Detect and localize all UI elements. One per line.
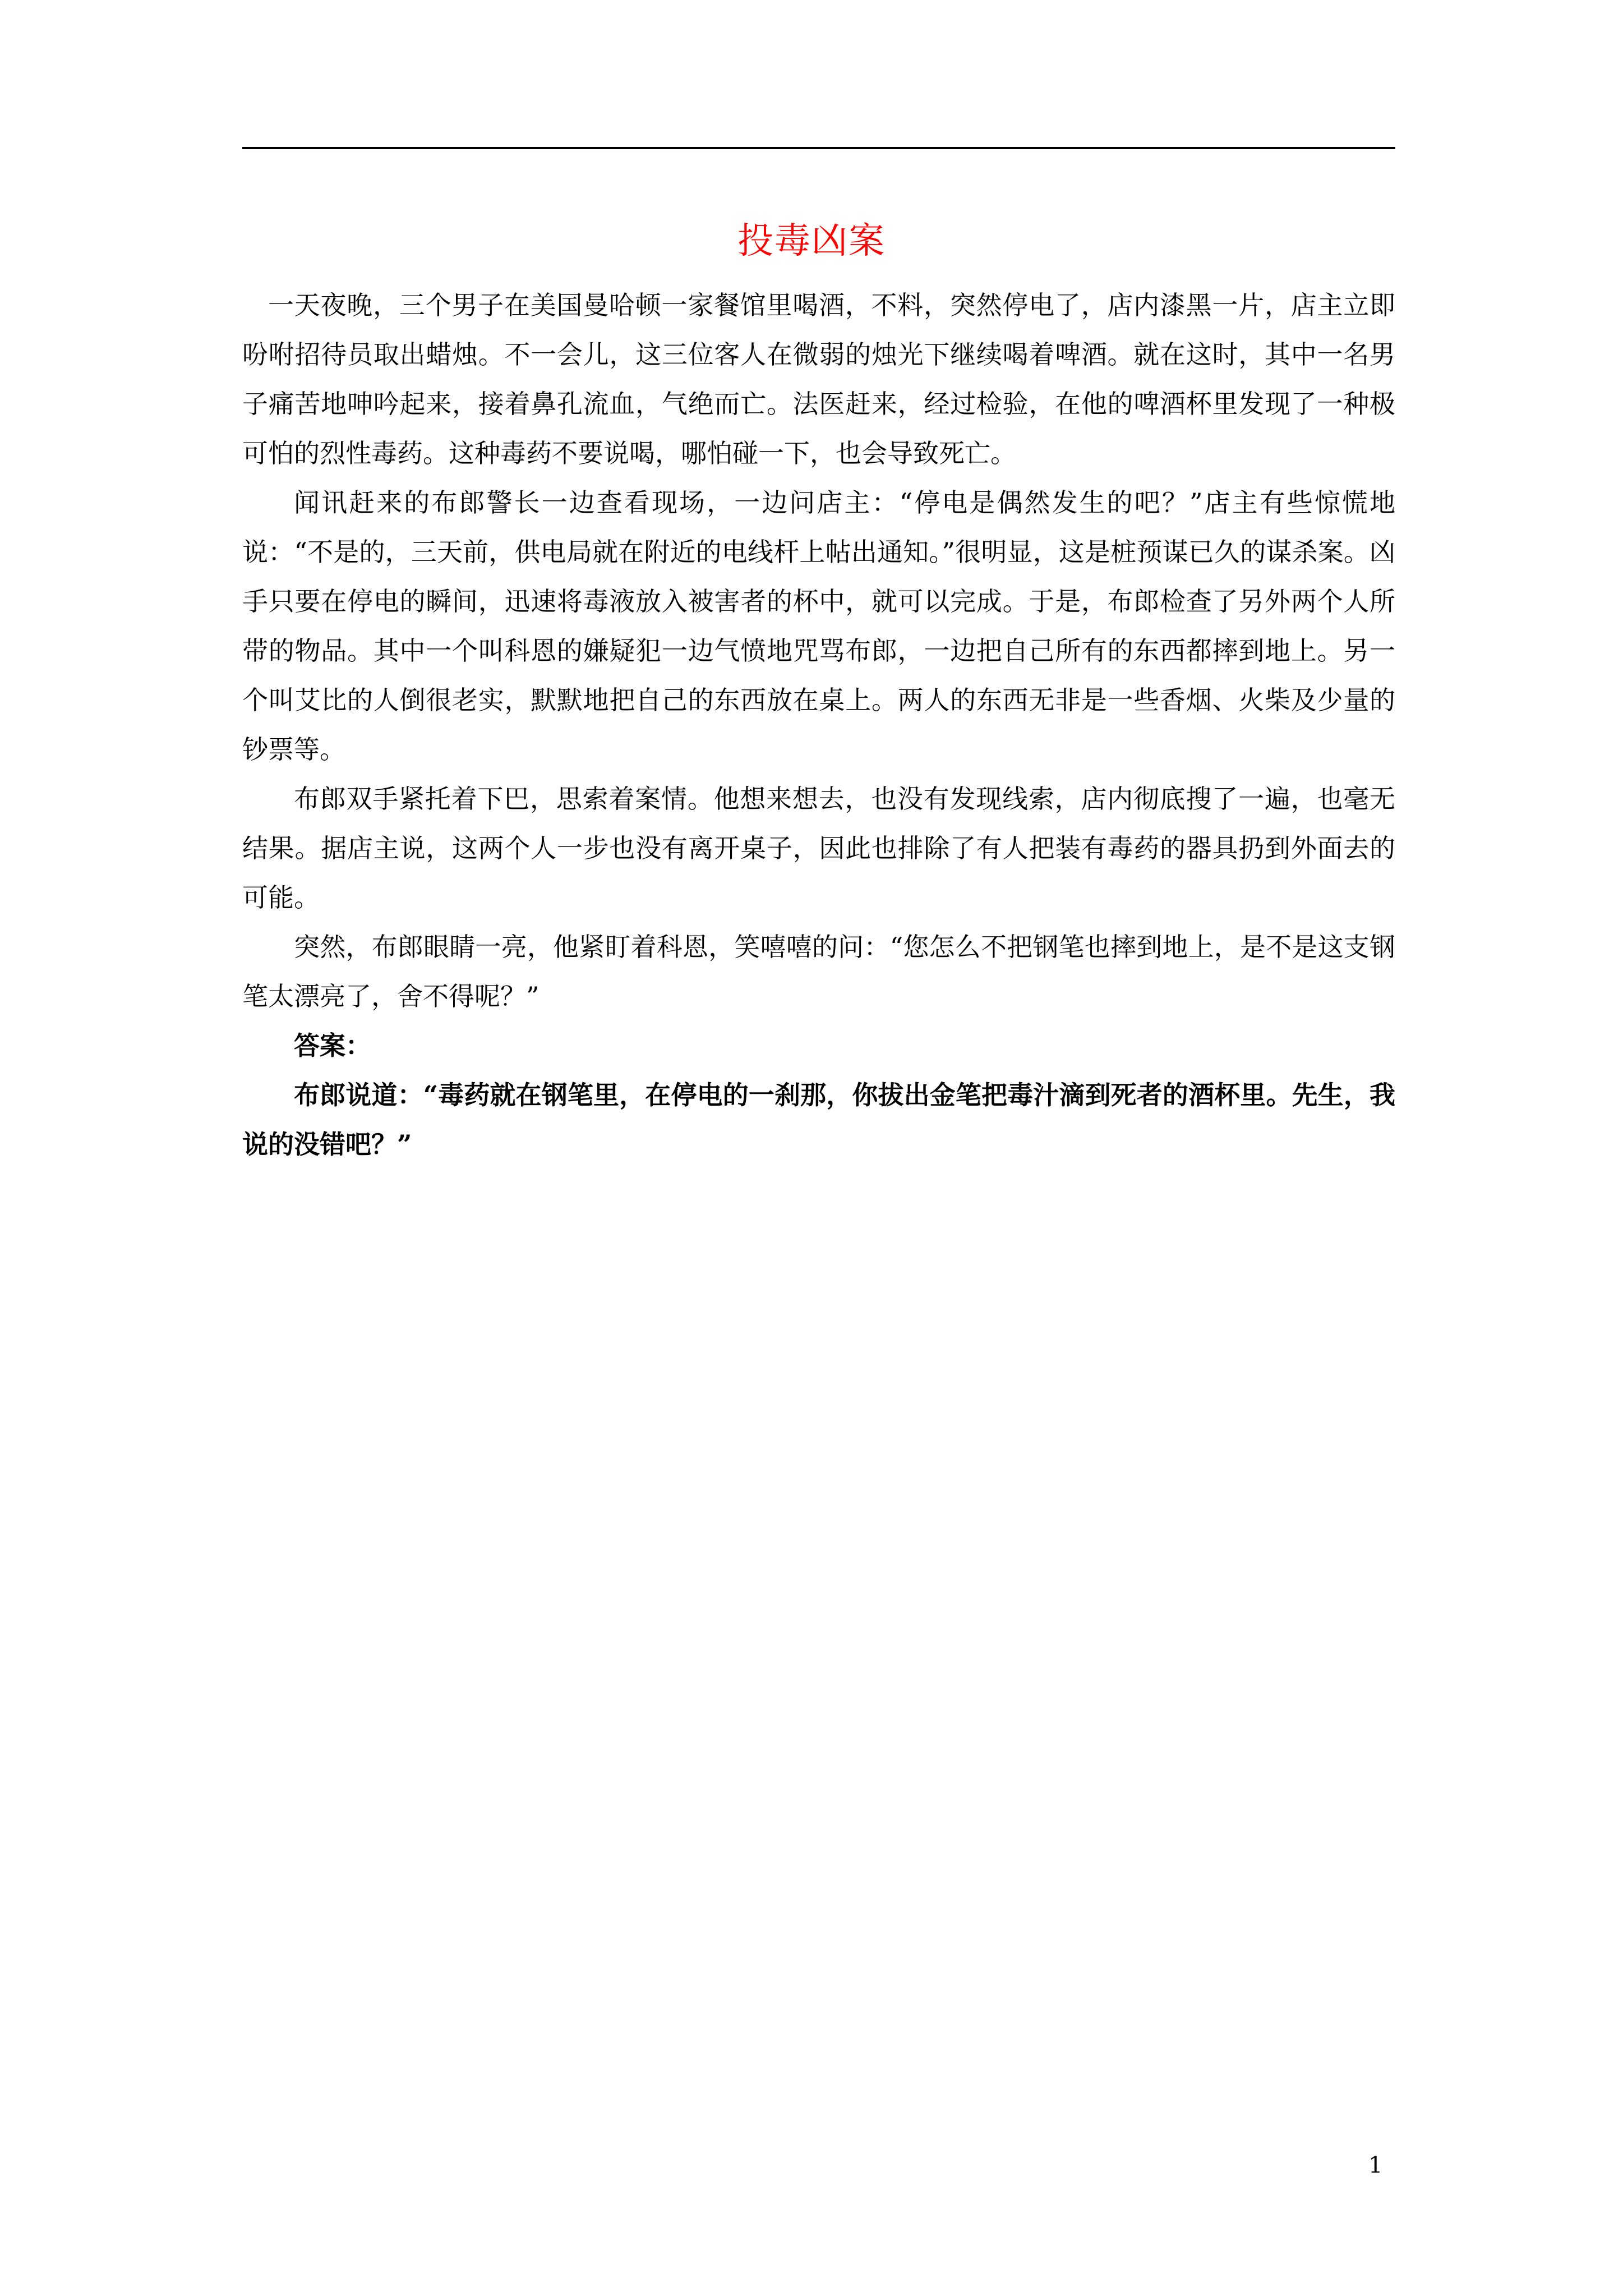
paragraph-1: 一天夜晚，三个男子在美国曼哈顿一家餐馆里喝酒，不料，突然停电了，店内漆黑一片，店主立即吩咐招待员取出蜡烛。不一会儿，这三位客人在微弱的烛光下继续喝着啤酒。就在这时，其中一名男子痛苦地呻吟起来，接着鼻孔流血，气绝而亡。法医赶来，经过检验，在他的啤酒杯里发现了一种极可怕的烈性毒药。这种毒药不要说喝，哪怕碰一下，也会导致死亡。 [242,290,1395,468]
paragraph-3: 布郎双手紧托着下巴，思索着案情。他想来想去，也没有发现线索，店内彻底搜了一遍，也毫无结果。据店主说，这两个人一步也没有离开桌子，因此也排除了有人把装有毒药的器具扔到外面去的可能。 [242,784,1395,913]
answer-label: 答案： [294,1030,371,1061]
paragraph-2: 闻讯赶来的布郎警长一边查看现场，一边问店主：“停电是偶然发生的吧？”店主有些惊慌地说：“不是的，三天前，供电局就在附近的电线杆上帖出通知。”很明显，这是桩预谋已久的谋杀案。凶手只要在停电的瞬间，迅速将毒液放入被害者的杯中，就可以完成。于是，布郎检查了另外两个人所带的物品。其中一个叫科恩的嫌疑犯一边气愤地咒骂布郎，一边把自己所有的东西都摔到地上。另一个叫艾比的人倒很老实，默默地把自己的东西放在桌上。两人的东西无非是一些香烟、火柴及少量的钞票等。 [242,487,1395,765]
document-body [242,280,1395,1169]
header-rule [242,147,1395,149]
page-number: 1 [1368,2152,1383,2178]
answer-text: 布郎说道：“毒药就在钢笔里，在停电的一刹那，你拔出金笔把毒汁滴到死者的酒杯里。先生，我说的没错吧？” [242,1080,1395,1159]
paragraph-4: 突然，布郎眼睛一亮，他紧盯着科恩，笑嘻嘻的问：“您怎么不把钢笔也摔到地上，是不是这支钢笔太漂亮了，舍不得呢？” [242,932,1395,1011]
document-title: 投毒凶案 [737,220,886,262]
